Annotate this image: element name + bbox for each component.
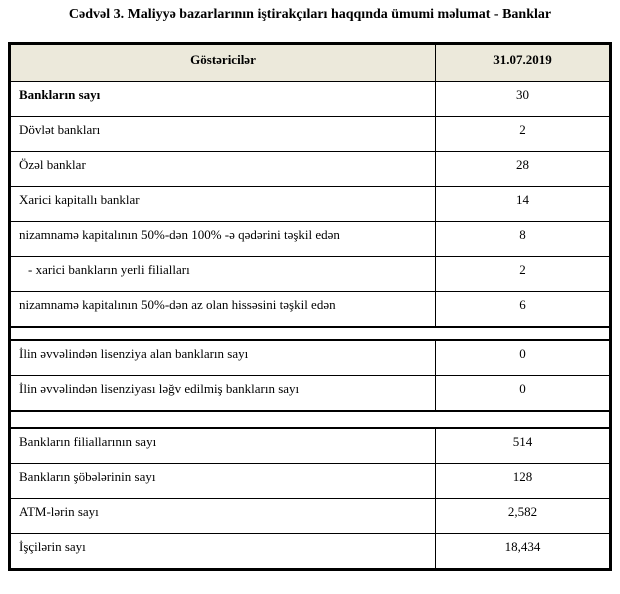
- row-value: 28: [516, 157, 529, 172]
- table-row-bank-departments: [11, 463, 609, 498]
- table-row-capital-under-50: [11, 291, 609, 326]
- row-value: 128: [512, 469, 533, 484]
- row-label: İşçilərin sayı: [11, 534, 436, 568]
- row-label: Bankların filiallarının sayı: [11, 429, 436, 463]
- table-row-private-banks: [11, 151, 609, 186]
- row-value: 514: [512, 434, 533, 449]
- table-row-local-branches-foreign: [11, 256, 609, 291]
- row-label: İlin əvvəlindən lisenziyası ləğv edilmiş bankların sayı: [11, 376, 436, 410]
- row-value: 0: [519, 346, 526, 361]
- row-value: 0: [519, 381, 526, 396]
- table-row-capital-50-100: [11, 221, 609, 256]
- row-label: Bankların sayı: [11, 82, 436, 116]
- table-row-bank-branches: [11, 429, 609, 463]
- table-header-row: [11, 45, 609, 81]
- row-value: 2: [519, 122, 526, 137]
- row-value: 14: [516, 192, 529, 207]
- row-value: 6: [519, 297, 526, 312]
- row-label: İlin əvvəlindən lisenziya alan bankların sayı: [11, 341, 436, 375]
- table-row-employees: [11, 533, 609, 568]
- row-label: Bankların şöbələrinin sayı: [11, 464, 436, 498]
- row-label: Xarici kapitallı banklar: [11, 187, 436, 221]
- header-date-cell: 31.07.2019: [493, 52, 552, 67]
- row-value: 18,434: [504, 539, 541, 554]
- table-row-foreign-capital-banks: [11, 186, 609, 221]
- row-label: ATM-lərin sayı: [11, 499, 436, 533]
- row-label: nizamnamə kapitalının 50%-dən az olan hissəsini təşkil edən: [11, 292, 436, 326]
- row-value: 2: [519, 262, 526, 277]
- row-value: 30: [516, 87, 529, 102]
- row-label: nizamnamə kapitalının 50%-dən 100% -ə qədərini təşkil edən: [11, 222, 436, 256]
- table-row-atms: [11, 498, 609, 533]
- table-row-banks-total: [11, 81, 609, 116]
- row-value: 8: [519, 227, 526, 242]
- header-indicators-cell: Göstəricilər: [11, 45, 436, 81]
- table-row-licensed-banks: [11, 341, 609, 375]
- banks-summary-table: [8, 42, 612, 571]
- row-value: 2,582: [507, 504, 538, 519]
- row-label: Özəl banklar: [11, 152, 436, 186]
- table-title: Cədvəl 3. Maliyyə bazarlarının iştirakçıları haqqında ümumi məlumat - Banklar: [68, 7, 552, 22]
- table-row-state-banks: [11, 116, 609, 151]
- table-row-revoked-licenses: [11, 375, 609, 410]
- row-label: Dövlət bankları: [11, 117, 436, 151]
- spacer-row: [11, 410, 609, 429]
- row-label: - xarici bankların yerli filialları: [11, 257, 436, 291]
- spacer-row: [11, 326, 609, 341]
